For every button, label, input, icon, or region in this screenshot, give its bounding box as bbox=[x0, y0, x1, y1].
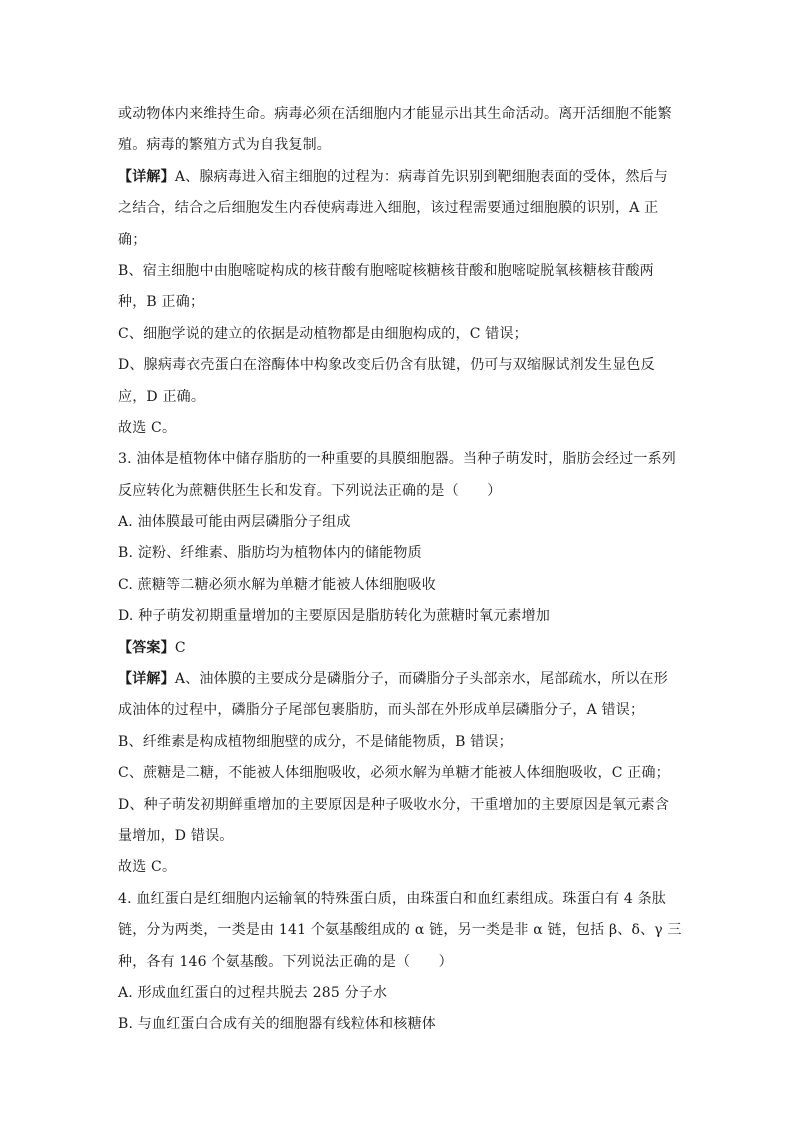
text-line bbox=[118, 350, 678, 381]
line-text: C bbox=[174, 639, 186, 656]
text-line bbox=[118, 99, 678, 130]
question-line bbox=[118, 476, 678, 507]
text-line bbox=[118, 130, 678, 161]
line-text: A、油体膜的主要成分是磷脂分子，而磷脂分子头部亲水，尾部疏水，所以在形 bbox=[174, 671, 668, 688]
line-text: 反应转化为蔗糖供胚生长和发育。下列说法正确的是（ ） bbox=[118, 482, 502, 499]
line-text: D. 种子萌发初期重量增加的主要原因是脂肪转化为蔗糖时氧元素增加 bbox=[118, 608, 551, 625]
text-line bbox=[118, 695, 678, 726]
text-line bbox=[118, 193, 678, 224]
text-line bbox=[118, 382, 678, 413]
question-line bbox=[118, 884, 678, 915]
line-text: 或动物体内来维持生命。病毒必须在活细胞内才能显示出其生命活动。离开活细胞不能繁 bbox=[118, 106, 672, 122]
line-text: A. 形成血红蛋白的过程共脱去 285 分子水 bbox=[118, 984, 388, 1001]
line-text: 成油体的过程中，磷脂分子尾部包裹脂肪，而头部在外形成单层磷脂分子，A 错误； bbox=[118, 702, 645, 719]
line-text: 应，D 正确。 bbox=[118, 388, 206, 405]
line-text: 链，分为两类，一类是由 141 个氨基酸组成的 α 链，另一类是非 α 链，包括 β、δ、γ 三 bbox=[118, 922, 682, 939]
question-line bbox=[118, 444, 678, 475]
line-text: B、纤维素是构成植物细胞壁的成分，不是储能物质，B 错误； bbox=[118, 733, 513, 750]
line-text: C、细胞学说的建立的依据是动植物都是由细胞构成的，C 错误； bbox=[118, 325, 528, 342]
line-text: 殖。病毒的繁殖方式为自我复制。 bbox=[118, 137, 331, 154]
text-line bbox=[118, 225, 678, 256]
answer-choice-line bbox=[118, 852, 678, 883]
explanation-line bbox=[118, 162, 678, 193]
option-line bbox=[118, 1009, 678, 1040]
line-text: 种，B 正确； bbox=[118, 294, 205, 311]
line-text: A. 油体膜最可能由两层磷脂分子组成 bbox=[118, 514, 351, 531]
text-line bbox=[118, 758, 678, 789]
text-line bbox=[118, 319, 678, 350]
document-body bbox=[118, 99, 682, 1041]
explanation-tag: 【详解】 bbox=[118, 168, 175, 185]
option-line bbox=[118, 507, 678, 538]
line-text: B. 与血红蛋白合成有关的细胞器有线粒体和核糖体 bbox=[118, 1016, 436, 1033]
text-line bbox=[118, 287, 678, 318]
option-line bbox=[118, 601, 678, 632]
line-text: 之结合，结合之后细胞发生内吞使病毒进入细胞，该过程需要通过细胞膜的识别，A 正 bbox=[118, 200, 659, 217]
line-text: C、蔗糖是二糖，不能被人体细胞吸收，必须水解为单糖才能被人体细胞吸收，C 正确； bbox=[118, 765, 670, 782]
text-line bbox=[118, 727, 678, 758]
line-text: 4. 血红蛋白是红细胞内运输氧的特殊蛋白质，由珠蛋白和血红素组成。珠蛋白有 4 条肽 bbox=[118, 890, 667, 907]
answer-tag: 【答案】 bbox=[118, 639, 175, 656]
question-line bbox=[118, 947, 678, 978]
line-text: D、腺病毒衣壳蛋白在溶酶体中构象改变后仍含有肽键，仍可与双缩脲试剂发生显色反 bbox=[118, 357, 655, 374]
line-text: B. 淀粉、纤维素、脂肪均为植物体内的储能物质 bbox=[118, 545, 422, 562]
line-text: A、腺病毒进入宿主细胞的过程为：病毒首先识别到靶细胞表面的受体，然后与 bbox=[174, 168, 668, 185]
text-line bbox=[118, 256, 678, 287]
line-text: 确； bbox=[118, 231, 147, 248]
line-text: 故选 C。 bbox=[118, 859, 177, 876]
text-line bbox=[118, 790, 678, 821]
option-line bbox=[118, 570, 678, 601]
option-line bbox=[118, 538, 678, 569]
explanation-line bbox=[118, 664, 678, 695]
line-text: 种，各有 146 个氨基酸。下列说法正确的是（ ） bbox=[118, 953, 453, 970]
line-text: C. 蔗糖等二糖必须水解为单糖才能被人体细胞吸收 bbox=[118, 576, 436, 593]
line-text: D、种子萌发初期鲜重增加的主要原因是种子吸收水分，干重增加的主要原因是氧元素含 bbox=[118, 796, 670, 813]
option-line bbox=[118, 978, 678, 1009]
answer-line bbox=[118, 633, 678, 664]
answer-choice-line bbox=[118, 413, 678, 444]
text-line bbox=[118, 821, 678, 852]
line-text: B、宿主细胞中由胞嘧啶构成的核苷酸有胞嘧啶核糖核苷酸和胞嘧啶脱氧核糖核苷酸两 bbox=[118, 262, 654, 279]
explanation-tag: 【详解】 bbox=[118, 671, 175, 688]
line-text: 故选 C。 bbox=[118, 419, 177, 436]
line-text: 量增加，D 错误。 bbox=[118, 827, 234, 844]
question-line bbox=[118, 915, 682, 946]
line-text: 3. 油体是植物体中储存脂肪的一种重要的具膜细胞器。当种子萌发时，脂肪会经过一系列 bbox=[118, 451, 677, 468]
